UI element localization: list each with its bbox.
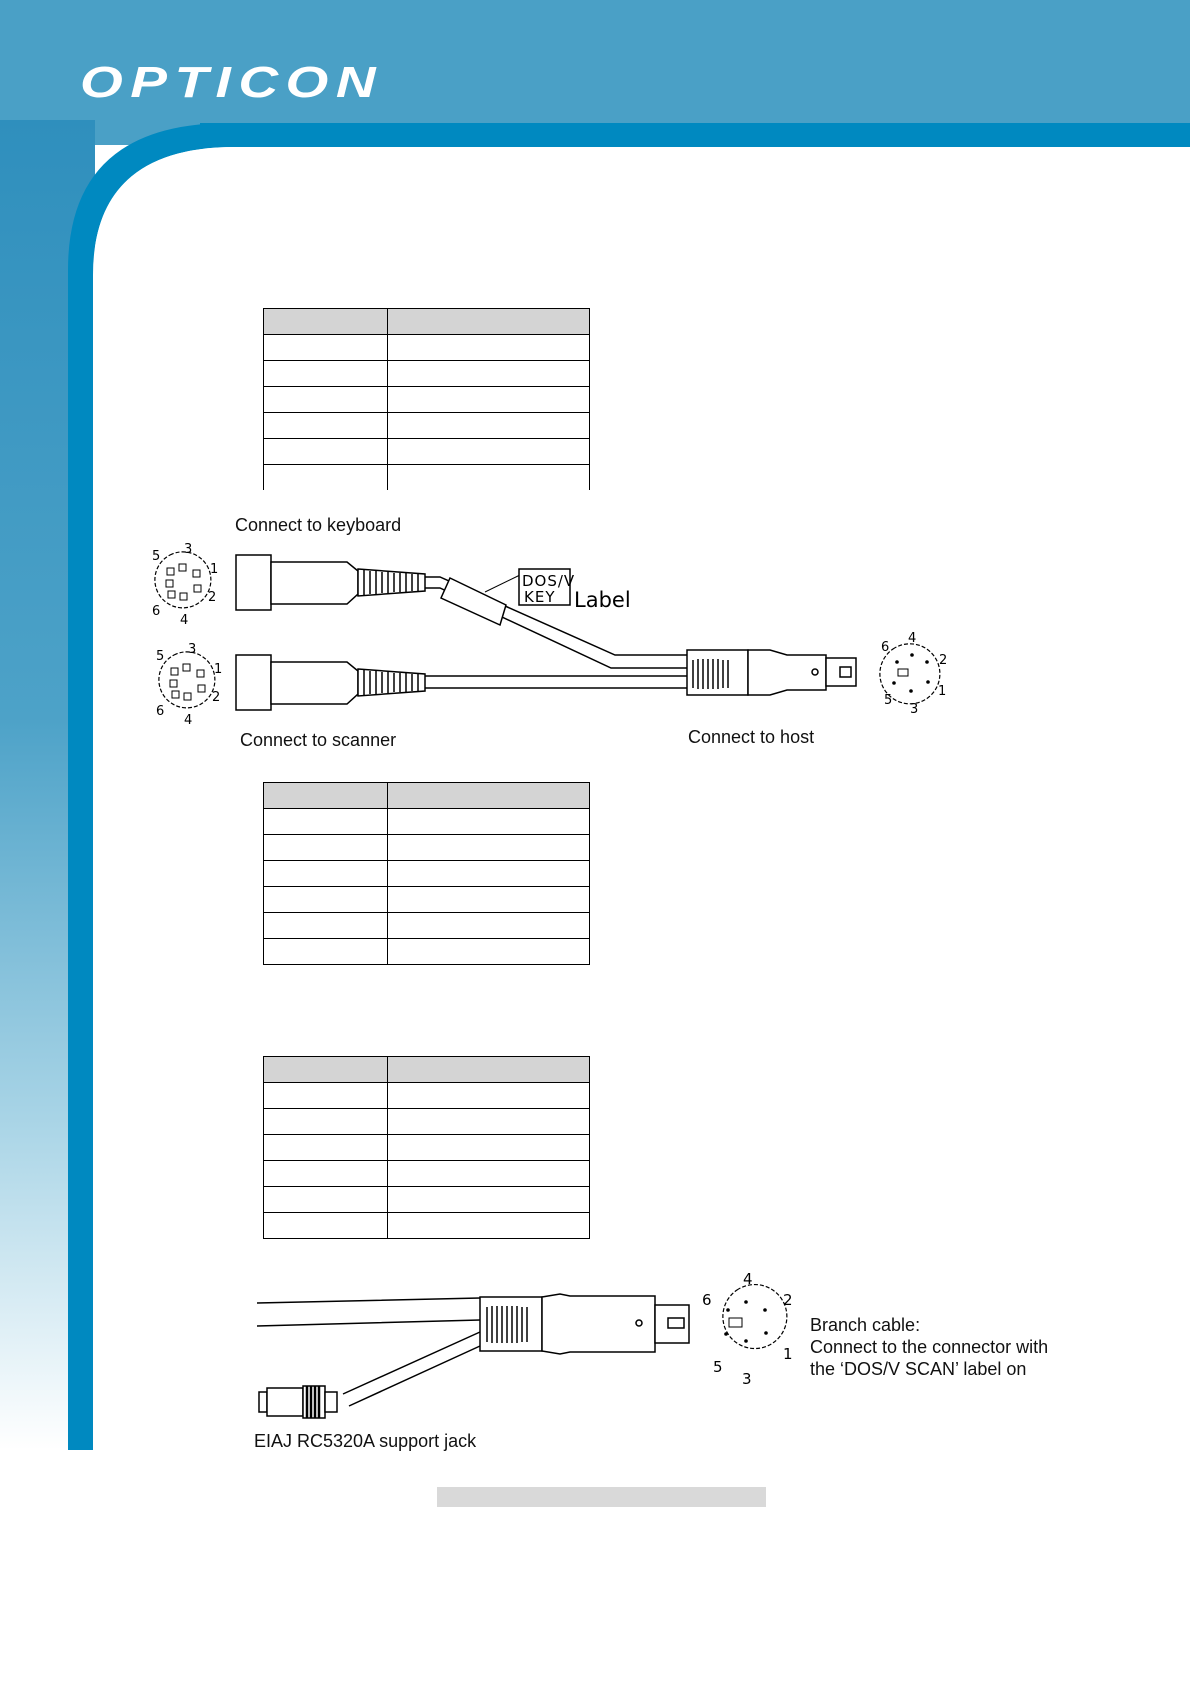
pin-label: 3 xyxy=(188,642,197,657)
figure-caption-bar xyxy=(437,1487,766,1507)
pin-label: 3 xyxy=(910,702,919,717)
pin-label: 5 xyxy=(713,1358,723,1376)
pin-label: 5 xyxy=(884,693,893,708)
pin-label: 1 xyxy=(938,684,947,699)
opticon-logo: OPTICON xyxy=(80,58,384,107)
connect-to-host-label: Connect to host xyxy=(688,727,815,747)
pin-label: 2 xyxy=(939,653,948,668)
note-line: Connect to the connector with xyxy=(810,1337,1049,1357)
connect-to-keyboard-label: Connect to keyboard xyxy=(235,515,402,535)
pin-label: 1 xyxy=(214,662,223,677)
tag-text-key: KEY xyxy=(524,588,556,606)
tag-text-dosv: DOS/V xyxy=(522,572,576,590)
support-jack-label: EIAJ RC5320A support jack xyxy=(254,1431,477,1451)
pin-label: 5 xyxy=(152,549,161,564)
connect-to-scanner-label: Connect to scanner xyxy=(240,730,397,750)
tag-label-caption: Label xyxy=(574,588,631,612)
pin-label: 3 xyxy=(742,1370,752,1388)
pin-label: 4 xyxy=(184,713,193,728)
pin-label: 6 xyxy=(881,640,890,655)
pin-label: 1 xyxy=(210,562,219,577)
pin-label: 2 xyxy=(212,690,221,705)
pin-label: 1 xyxy=(783,1345,793,1363)
pin-label: 2 xyxy=(783,1291,793,1309)
pin-label: 5 xyxy=(156,649,165,664)
pin-label: 6 xyxy=(152,604,161,619)
pin-label: 2 xyxy=(208,590,217,605)
pin-label: 6 xyxy=(702,1291,712,1309)
note-line: Branch cable: xyxy=(810,1315,921,1335)
note-line: the ‘DOS/V SCAN’ label on xyxy=(810,1359,1027,1379)
pin-label: 4 xyxy=(908,631,917,646)
pin-label: 4 xyxy=(180,613,189,628)
branch-cable-note xyxy=(810,1314,1048,1380)
pin-label: 6 xyxy=(156,704,165,719)
pin-label: 4 xyxy=(743,1270,753,1288)
pin-label: 3 xyxy=(184,542,193,557)
